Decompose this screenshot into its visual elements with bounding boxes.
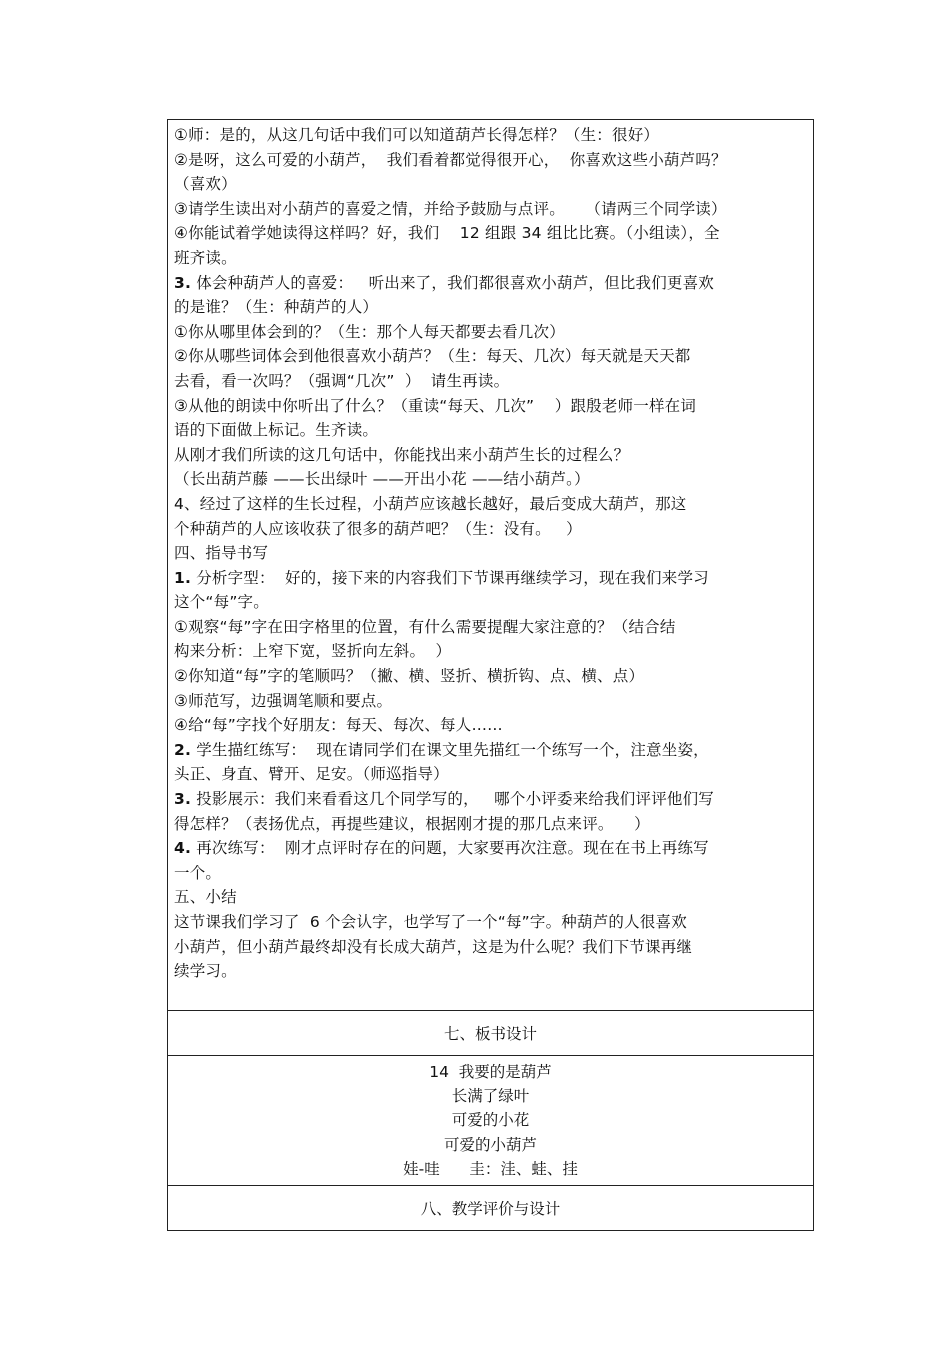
lesson-line bbox=[174, 418, 813, 443]
board-title: 14 我要的是葫芦 bbox=[429, 1063, 552, 1081]
step-number: 1. bbox=[174, 568, 192, 587]
line-text: 从刚才我们所读的这几句话中，你能找出来小葫芦生长的过程么？ bbox=[174, 445, 630, 464]
lesson-line bbox=[174, 713, 813, 738]
line-text: 班齐读。 bbox=[174, 248, 237, 267]
lesson-line bbox=[174, 910, 813, 935]
lesson-line bbox=[174, 861, 813, 886]
lesson-body-row bbox=[168, 120, 814, 1011]
board-characters: 娃-哇 圭：洼、蛙、挂 bbox=[403, 1159, 578, 1178]
lesson-line bbox=[174, 148, 813, 173]
line-text: ③师范写，边强调笔顺和要点。 bbox=[174, 691, 393, 710]
board-line: 长满了绿叶 bbox=[451, 1087, 530, 1106]
line-text: 得怎样？（表扬优点，再提些建议，根据刚才提的那几点来评。 ） bbox=[174, 814, 650, 833]
line-text: 投影展示：我们来看看这几个同学写的， 哪个小评委来给我们评评他们写 bbox=[191, 790, 714, 809]
lesson-line bbox=[174, 590, 813, 615]
lesson-text bbox=[168, 120, 813, 984]
line-text: 一个。 bbox=[174, 863, 222, 882]
step-number: 3. bbox=[174, 790, 192, 809]
line-text: （长出葫芦藤 ——长出绿叶 ——开出小花 ——结小葫芦。） bbox=[174, 470, 590, 489]
lesson-line bbox=[174, 615, 813, 640]
lesson-line bbox=[174, 566, 813, 591]
lesson-line bbox=[174, 541, 813, 566]
section7-header-row bbox=[168, 1011, 814, 1056]
line-text: 体会种葫芦人的喜爱： 听出来了，我们都很喜欢小葫芦，但比我们更喜欢 bbox=[191, 273, 714, 292]
line-text: 4、经过了这样的生长过程，小葫芦应该越长越好，最后变成大葫芦，那这 bbox=[174, 494, 687, 513]
line-text: 四、指导书写 bbox=[174, 544, 269, 563]
lesson-plan-table bbox=[167, 119, 814, 1231]
lesson-line bbox=[174, 443, 813, 468]
line-text: ③从他的朗读中你听出了什么？（重读“每天、几次” ）跟殷老师一样在词 bbox=[174, 396, 697, 415]
line-text: ①师：是的，从这几句话中我们可以知道葫芦长得怎样？（生：很好） bbox=[174, 126, 660, 144]
step-number: 4. bbox=[174, 839, 192, 858]
line-text: 的是谁？（生：种葫芦的人） bbox=[174, 298, 379, 317]
line-text: 个种葫芦的人应该收获了很多的葫芦吧？（生：没有。 ） bbox=[174, 519, 582, 538]
lesson-line bbox=[174, 246, 813, 271]
lesson-line bbox=[174, 689, 813, 714]
line-text: ①观察“每”字在田字格里的位置，有什么需要提醒大家注意的？（结合结 bbox=[174, 617, 676, 636]
line-text: ②你知道“每”字的笔顺吗？（撇、横、竖折、横折钩、点、横、点） bbox=[174, 667, 645, 686]
lesson-line bbox=[174, 812, 813, 837]
lesson-line bbox=[174, 271, 813, 296]
step-number: 3. bbox=[174, 273, 192, 292]
lesson-line bbox=[174, 467, 813, 492]
lesson-line bbox=[174, 738, 813, 763]
lesson-line bbox=[174, 885, 813, 910]
lesson-line bbox=[174, 664, 813, 689]
line-text: 五、小结 bbox=[174, 888, 237, 907]
lesson-line bbox=[174, 959, 813, 984]
lesson-body-cell bbox=[168, 120, 814, 1011]
lesson-line bbox=[174, 935, 813, 960]
line-text: 去看，看一次吗？（强调“几次” ） 请生再读。 bbox=[174, 371, 510, 390]
board-line: 可爱的小花 bbox=[451, 1111, 530, 1130]
board-line: 可爱的小葫芦 bbox=[443, 1135, 537, 1154]
lesson-line bbox=[174, 394, 813, 419]
lesson-line bbox=[174, 517, 813, 542]
section7-title: 七、板书设计 bbox=[168, 1011, 814, 1056]
lesson-line bbox=[174, 369, 813, 394]
line-text: 学生描红练写： 现在请同学们在课文里先描红一个练写一个，注意坐姿， bbox=[191, 740, 709, 759]
lesson-line bbox=[174, 197, 813, 222]
lesson-line bbox=[174, 836, 813, 861]
section8-header-row bbox=[168, 1186, 814, 1231]
board-design-row bbox=[168, 1056, 814, 1186]
line-text: 头正、身直、臂开、足安。（师巡指导） bbox=[174, 765, 449, 784]
lesson-line bbox=[174, 123, 813, 148]
line-text: 构来分析：上窄下宽，竖折向左斜。 ） bbox=[174, 642, 452, 661]
board-design-cell bbox=[168, 1056, 814, 1186]
line-text: ④给“每”字找个好朋友：每天、每次、每人…… bbox=[174, 716, 503, 735]
line-text: ①你从哪里体会到的？（生：那个人每天都要去看几次） bbox=[174, 322, 565, 341]
lesson-line bbox=[174, 787, 813, 812]
line-text: 这节课我们学习了 6 个会认字，也学写了一个“每”字。种葫芦的人很喜欢 bbox=[174, 913, 687, 931]
lesson-line bbox=[174, 639, 813, 664]
lesson-line bbox=[174, 221, 813, 246]
line-text: 这个“每”字。 bbox=[174, 593, 269, 612]
line-text: 续学习。 bbox=[174, 962, 237, 981]
line-text: ③请学生读出对小葫芦的喜爱之情，并给予鼓励与点评。 （请两三个同学读） bbox=[174, 199, 727, 218]
lesson-line bbox=[174, 344, 813, 369]
section8-title: 八、教学评价与设计 bbox=[168, 1186, 814, 1231]
line-text: 分析字型： 好的，接下来的内容我们下节课再继续学习，现在我们来学习 bbox=[191, 568, 709, 587]
line-text: 语的下面做上标记。生齐读。 bbox=[174, 421, 379, 440]
line-text: 再次练写： 刚才点评时存在的问题，大家要再次注意。现在在书上再练写 bbox=[191, 839, 709, 858]
line-text: （喜欢） bbox=[174, 175, 237, 194]
line-text: 小葫芦，但小葫芦最终却没有长成大葫芦，这是为什么呢？我们下节课再继 bbox=[174, 937, 693, 956]
line-text: ②你从哪些词体会到他很喜欢小葫芦？（生：每天、几次）每天就是天天都 bbox=[174, 347, 691, 366]
line-text: ②是呀，这么可爱的小葫芦， 我们看着都觉得很开心， 你喜欢这些小葫芦吗？ bbox=[174, 150, 727, 169]
lesson-line bbox=[174, 492, 813, 517]
step-number: 2. bbox=[174, 740, 192, 759]
line-text: ④你能试着学她读得这样吗？好，我们 12 组跟 34 组比比赛。（小组读），全 bbox=[174, 224, 720, 243]
lesson-line bbox=[174, 320, 813, 345]
lesson-line bbox=[174, 295, 813, 320]
lesson-line bbox=[174, 172, 813, 197]
lesson-line bbox=[174, 762, 813, 787]
